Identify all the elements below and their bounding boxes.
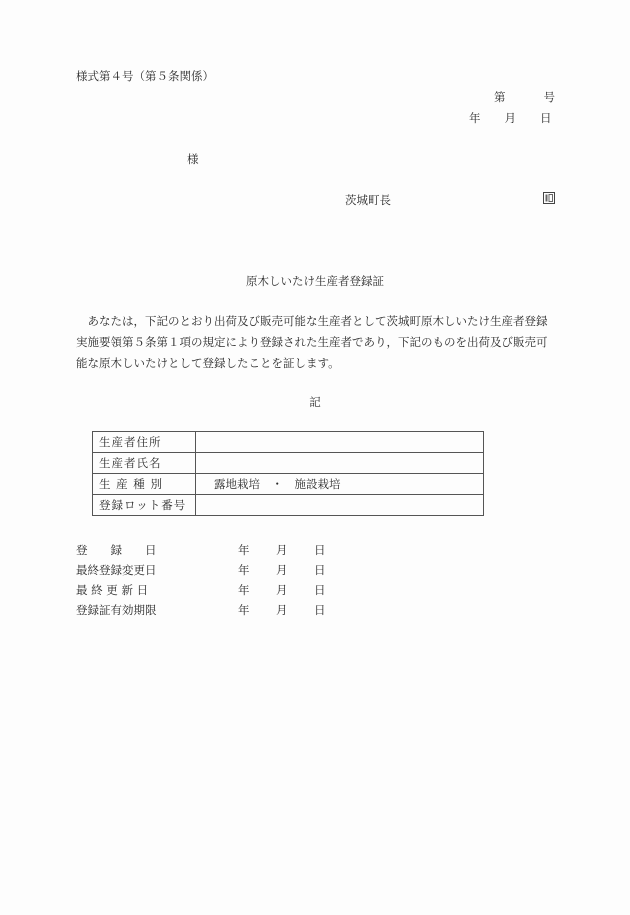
date-month: 月 — [276, 603, 288, 617]
date-label: 最終登録変更日 — [76, 563, 157, 577]
ki-heading: 記 — [309, 395, 321, 409]
seal-icon — [543, 192, 555, 207]
date-year: 年 — [238, 563, 250, 577]
row-value — [196, 495, 484, 516]
row-label: 生産者氏名 — [93, 453, 196, 474]
dates-list — [76, 540, 326, 620]
date-row — [76, 540, 326, 560]
row-value — [196, 432, 484, 453]
certification-text: あなたは，下記のとおり出荷及び販売可能な生産者として茨城町原木しいたけ生産者登録実施要領第５条第１項の規定により登録された生産者であり，下記のものを出荷及び販売可能な原木しいたけとして登録したことを証します。 — [76, 314, 548, 370]
date-year: 年 — [238, 543, 250, 557]
date-label: 登 録 日 — [76, 543, 157, 557]
date-month: 月 — [276, 563, 288, 577]
date-month: 月 — [276, 543, 288, 557]
registration-table — [92, 431, 484, 516]
date-row — [76, 600, 326, 620]
date-label: 最 終 更 新 日 — [76, 583, 149, 597]
date-month: 月 — [276, 583, 288, 597]
table-row — [93, 495, 484, 516]
issue-month: 月 — [504, 111, 516, 125]
addressee-honorific: 様 — [187, 152, 199, 166]
issue-date — [469, 110, 552, 126]
row-label: 生産者住所 — [93, 432, 196, 453]
table-row — [93, 432, 484, 453]
form-number: 様式第４号（第５条関係） — [76, 69, 214, 83]
row-value — [196, 453, 484, 474]
table-row — [93, 453, 484, 474]
date-label: 登録証有効期限 — [76, 603, 157, 617]
date-row — [76, 560, 326, 580]
date-day: 日 — [314, 603, 326, 617]
table-row — [93, 474, 484, 495]
document-title: 原木しいたけ生産者登録証 — [246, 274, 384, 288]
date-year: 年 — [238, 583, 250, 597]
row-label: 生 産 種 別 — [93, 474, 196, 495]
date-year: 年 — [238, 603, 250, 617]
issuer-name: 茨城町長 — [345, 193, 391, 207]
doc-number-suffix: 号 — [543, 90, 555, 104]
date-row — [76, 580, 326, 600]
date-day: 日 — [314, 543, 326, 557]
date-day: 日 — [314, 563, 326, 577]
row-value: 露地栽培 ・ 施設栽培 — [196, 474, 484, 495]
date-day: 日 — [314, 583, 326, 597]
issue-day: 日 — [540, 111, 552, 125]
document-number — [494, 89, 555, 105]
doc-number-prefix: 第 — [494, 90, 506, 104]
issue-year: 年 — [469, 111, 481, 125]
row-label: 登録ロット番号 — [93, 495, 196, 516]
